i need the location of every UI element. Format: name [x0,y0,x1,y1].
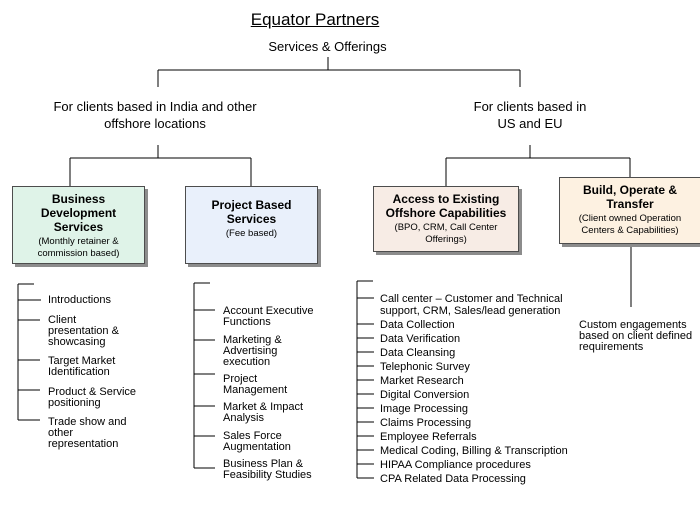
branch-label-line: US and EU [497,116,563,131]
list-item-line: Data Cleansing [380,347,456,359]
list-item [380,319,455,331]
list-item [48,387,136,409]
list-item [380,375,464,387]
build-operate-transfer-box [559,177,700,244]
branch-label-line: For clients based in India and other [53,99,257,114]
list-item [380,389,469,401]
list-item-line: Image Processing [380,403,469,415]
box-subtitle-line: (Monthly retainer & [38,236,119,247]
list-item-line: Feasibility Studies [223,469,312,481]
list-item-line: execution [223,356,271,368]
list-item [380,347,455,359]
list-item-line: CPA Related Data Processing [380,473,526,485]
box-subtitle [374,222,518,246]
list-item-line: Project [223,373,258,385]
box-title-line: Development [40,206,117,220]
list-item [380,459,531,471]
box-title-line: Services [53,220,104,234]
list-item-line: Market & Impact [223,401,304,413]
list-item [48,356,115,378]
list-item-line: Custom engagements [579,319,687,331]
list-item [48,315,119,348]
box-title-line: Build, Operate & [582,183,677,197]
box-title-line: Transfer [606,197,654,211]
list-item-line: Data Collection [380,319,455,331]
list-item [380,417,471,429]
list-item-line: Account Executive [223,305,314,317]
list-item [380,473,526,485]
box-subtitle-line: (Fee based) [225,228,278,239]
list-item [380,333,460,345]
box-subtitle-line: commission based) [37,248,120,259]
box-title-line: Business [51,192,106,206]
list-item [380,431,477,443]
list-item-line: other [48,427,74,439]
list-item-line: based on client defined [579,330,693,342]
list-item-line: Digital Conversion [380,389,470,401]
list-item-line: showcasing [48,336,106,348]
list-item-line: Sales Force [223,430,282,442]
box-title-line: Services [226,212,277,226]
list-item [223,402,303,424]
list-item-line: Product & Service [48,386,137,398]
list-item-line: Advertising [223,345,278,357]
branch-label-us-eu [410,98,650,132]
list-item-line: Marketing & [223,334,282,346]
list-item-line: HIPAA Compliance procedures [380,459,531,471]
page-title: Equator Partners [250,10,380,29]
box-title-line: Offshore Capabilities [385,206,507,220]
list-item-line: support, CRM, Sales/lead generation [380,305,561,317]
list-item-line: Identification [48,366,110,378]
list-item-line: Augmentation [223,441,291,453]
project-based-box [185,186,318,264]
box-subtitle-line: (Client owned Operation [578,213,682,224]
list-item-line: presentation & [48,325,119,337]
list-item-line: Medical Coding, Billing & Transcription [380,445,568,457]
box-subtitle-line: (BPO, CRM, Call Center [394,222,498,233]
access-existing-capabilities-box [373,186,519,252]
list-item-line: Business Plan & [223,458,304,470]
list-item [223,459,312,481]
box-title-line: Access to Existing [392,192,500,206]
list-item-line: Introductions [48,294,111,306]
business-development-box [12,186,145,264]
list-item [223,431,291,453]
list-item-line: positioning [48,397,101,409]
branch-label-india-offshore [20,98,290,132]
list-item [223,374,287,396]
list-item-line: Claims Processing [380,417,472,429]
list-item-line: representation [48,438,119,450]
list-item-line: Trade show and [48,416,127,428]
custom-engagements-text [579,320,700,353]
list-item-line: Target Market [48,355,116,367]
box-subtitle-line: Offerings) [425,234,467,245]
list-item-line: Call center – Customer and Technical [380,293,563,305]
box-subtitle [186,228,317,240]
branch-label-line: For clients based in [473,99,587,114]
list-item [380,361,470,373]
list-item [223,335,282,368]
page-subtitle: Services & Offerings [268,39,387,54]
list-item-line: Analysis [223,412,264,424]
list-item [48,417,126,450]
list-item [380,293,563,317]
list-item [380,445,568,457]
list-item-line: Data Verification [380,333,461,345]
list-item-line: Telephonic Survey [380,361,470,373]
box-subtitle-line: Centers & Capabilities) [581,225,679,236]
list-item-line: Client [48,314,77,326]
box-subtitle [560,213,700,237]
box-subtitle [13,236,144,260]
box-title-line: Project Based [211,198,292,212]
list-item-line: Management [223,384,288,396]
list-item-line: Employee Referrals [380,431,477,443]
list-item-line: requirements [579,341,644,353]
branch-label-line: offshore locations [104,116,206,131]
list-item-line: Market Research [380,375,464,387]
list-item [380,403,468,415]
list-item [223,306,314,328]
list-item [48,295,111,306]
list-item-line: Functions [223,316,271,328]
